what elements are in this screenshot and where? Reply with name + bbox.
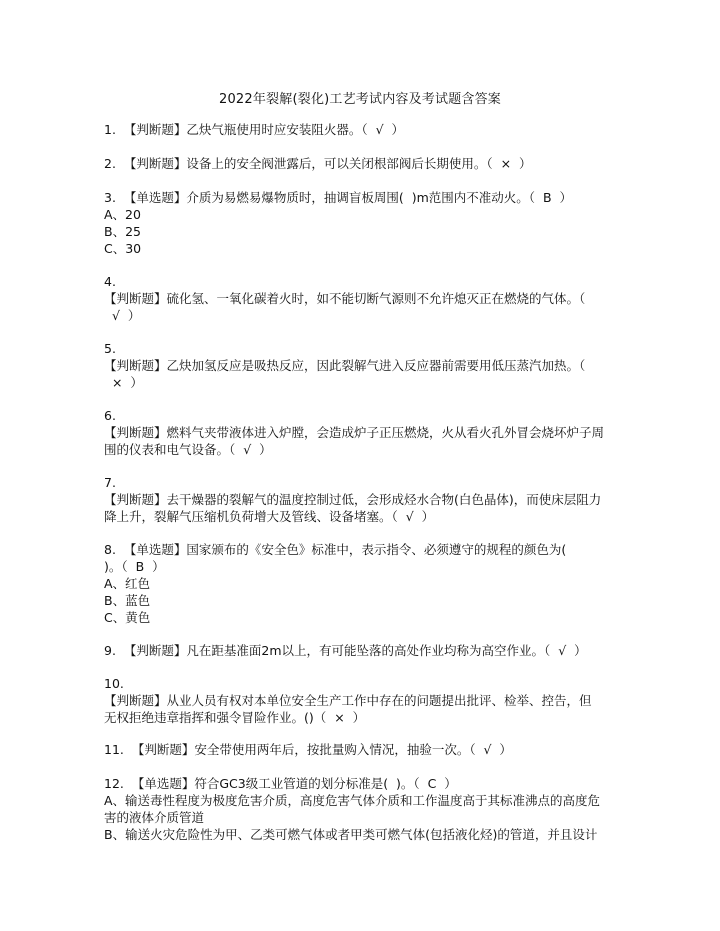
question-5-number: 5.	[104, 341, 116, 356]
question-7-number: 7.	[104, 475, 116, 490]
question-10-line-2: 【判断题】从业人员有权对本单位安全生产工作中存在的问题提出批评、检举、控告，但	[104, 693, 592, 708]
question-7-line-3: 降上升，裂解气压缩机负荷增大及管线、设备堵塞。（ √ ）	[104, 509, 435, 524]
question-8-option-c: C、黄色	[104, 610, 151, 625]
question-12-option-a-line-2: 害的液体介质管道	[104, 810, 205, 825]
question-10-number: 10.	[104, 676, 124, 691]
question-10-line-3: 无权拒绝违章指挥和强令冒险作业。()（ × ）	[104, 710, 366, 725]
question-11-line-1: 11. 【判断题】安全带使用两年后，按批量购入情况，抽验一次。（ √ ）	[104, 742, 512, 757]
question-3-line-1: 3. 【单选题】介质为易燃易爆物质时，抽调盲板周围( )m范围内不准动火。（ B ）	[104, 190, 572, 205]
document-title: 2022年裂解(裂化)工艺考试内容及考试题含答案	[218, 92, 502, 107]
question-6-number: 6.	[104, 408, 116, 423]
question-3-option-c: C、30	[104, 241, 142, 256]
question-5-line-3: × ）	[104, 375, 143, 390]
question-2-line-1: 2. 【判断题】设备上的安全阀泄露后，可以关闭根部阀后长期使用。（ × ）	[104, 156, 532, 171]
question-4-line-2: 【判断题】硫化氢、一氧化碳着火时，如不能切断气源则不允许熄灭正在燃烧的气体。（	[104, 291, 586, 306]
question-3-option-a: A、20	[104, 207, 141, 222]
question-8-line-2: )。（ B ）	[104, 559, 165, 574]
question-8-option-a: A、红色	[104, 576, 151, 591]
question-12-option-b-line-1: B、输送火灾危险性为甲、乙类可燃气体或者甲类可燃气体(包括液化烃)的管道，并且设计	[104, 827, 598, 842]
question-7-line-2: 【判断题】去干燥器的裂解气的温度控制过低，会形成烃水合物(白色晶体)，而使床层阻力	[104, 492, 602, 507]
question-5-line-2: 【判断题】乙炔加氢反应是吸热反应，因此裂解气进入反应器前需要用低压蒸汽加热。（	[104, 358, 586, 373]
question-4-number: 4.	[104, 274, 116, 289]
question-8-line-1: 8. 【单选题】国家颁布的《安全色》标准中，表示指令、必须遵守的规程的颜色为(	[104, 542, 567, 557]
question-6-line-3: 围的仪表和电气设备。（ √ ）	[104, 442, 272, 457]
question-12-option-a-line-1: A、输送毒性程度为极度危害介质，高度危害气体介质和工作温度高于其标准沸点的高度危	[104, 793, 601, 808]
question-6-line-2: 【判断题】燃料气夹带液体进入炉膛，会造成炉子正压燃烧，火从看火孔外冒会烧坏炉子周	[104, 425, 605, 440]
question-8-option-b: B、蓝色	[104, 593, 151, 608]
question-4-line-3: √ ）	[104, 308, 141, 323]
question-12-line-1: 12. 【单选题】符合GC3级工业管道的划分标准是( )。（ C ）	[104, 776, 457, 791]
question-3-option-b: B、25	[104, 224, 141, 239]
question-1-line-1: 1. 【判断题】乙炔气瓶使用时应安装阻火器。（ √ ）	[104, 122, 404, 137]
question-9-line-1: 9. 【判断题】凡在距基准面2m以上，有可能坠落的高处作业均称为高空作业。（ √ ）	[104, 643, 587, 658]
